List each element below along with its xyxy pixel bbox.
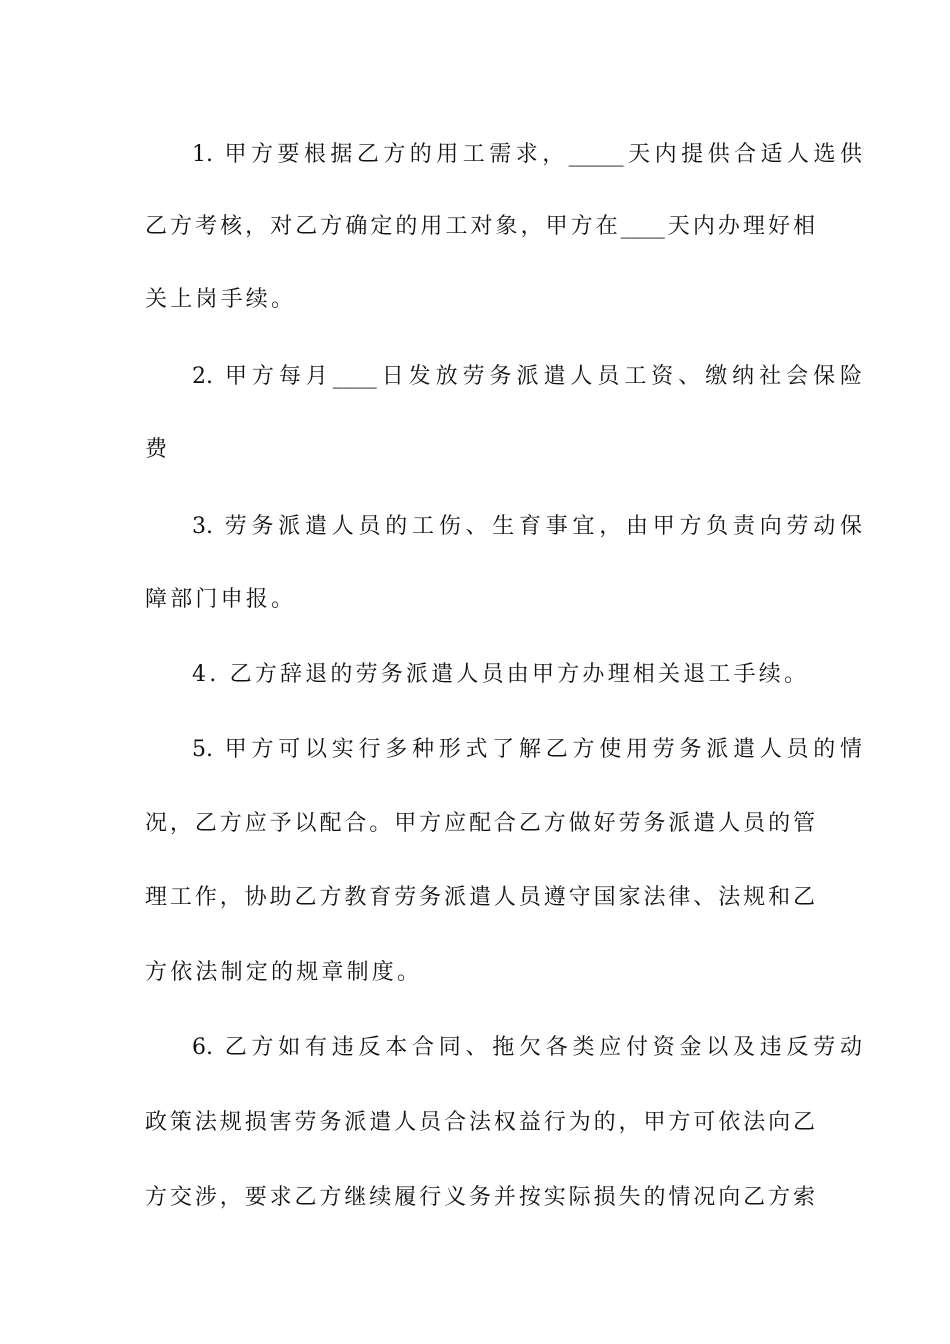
- clause-4-line-1: 4. 乙方辞退的劳务派遣人员由甲方办理相关退工手续。: [192, 662, 810, 687]
- clause-5-line-4: 方依法制定的规章制度。: [145, 960, 423, 985]
- clause-6-line-1: 6. 乙方如有违反本合同、拖欠各类应付资金以及违反劳动: [192, 1035, 862, 1060]
- clause-5-line-3: 理工作，协助乙方教育劳务派遣人员遵守国家法律、法规和乙: [145, 885, 815, 910]
- clause-3-line-2: 障部门申报。: [145, 587, 297, 612]
- clause-5-line-1: 5. 甲方可以实行多种形式了解乙方使用劳务派遣人员的情: [192, 737, 862, 762]
- clause-3-line-1: 3. 劳务派遣人员的工伤、生育事宜，由甲方负责向劳动保: [192, 514, 862, 539]
- clause-6-line-2: 政策法规损害劳务派遣人员合法权益行为的，甲方可依法向乙: [145, 1110, 815, 1135]
- clause-2-line-1: 2. 甲方每月____日发放劳务派遣人员工资、缴纳社会保险: [192, 364, 862, 389]
- clause-1-line-1: 1. 甲方要根据乙方的用工需求，_____天内提供合适人选供: [192, 142, 862, 167]
- clause-1-line-3: 关上岗手续。: [145, 287, 297, 312]
- clause-5-line-2: 况，乙方应予以配合。甲方应配合乙方做好劳务派遣人员的管: [145, 811, 815, 836]
- clause-1-line-2: 乙方考核，对乙方确定的用工对象，甲方在____天内办理好相: [145, 214, 815, 239]
- clause-6-line-3: 方交涉，要求乙方继续履行义务并按实际损失的情况向乙方索: [145, 1185, 815, 1210]
- clause-2-line-2: 费: [145, 437, 171, 462]
